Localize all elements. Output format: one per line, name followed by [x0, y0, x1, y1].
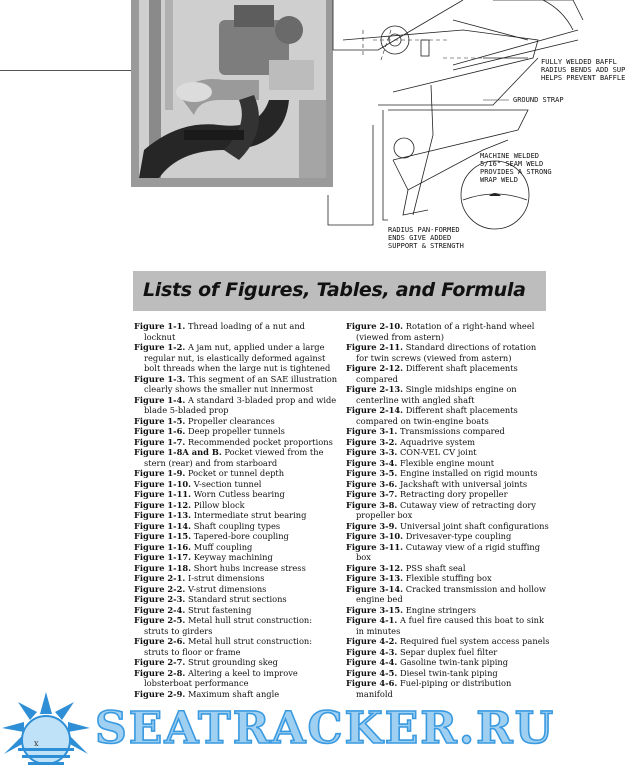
- figure-entry: [346, 500, 550, 521]
- figure-entry: [346, 647, 550, 658]
- figure-entry: [346, 668, 550, 679]
- title-banner: [133, 271, 546, 311]
- figure-entry: [346, 657, 550, 668]
- figure-entry: [134, 563, 338, 574]
- figure-entry: [346, 489, 550, 500]
- figure-caption: Standard strut sections: [187, 594, 287, 604]
- figure-number: Figure 3-15.: [346, 604, 404, 615]
- figure-entry: [134, 689, 338, 700]
- figure-number: Figure 2-10.: [346, 321, 404, 331]
- figure-entry: [134, 447, 338, 468]
- figure-entry: [134, 584, 338, 595]
- figure-number: Figure 3-1.: [346, 426, 398, 436]
- figure-caption: V-section tunnel: [193, 478, 262, 489]
- figure-entry: [134, 668, 338, 689]
- figure-number: Figure 1-10.: [134, 478, 192, 489]
- figure-entry: [134, 416, 338, 427]
- figure-entry: [346, 584, 550, 605]
- figure-number: Figure 3-4.: [346, 457, 398, 468]
- figure-caption: Diesel twin-tank piping: [399, 667, 498, 678]
- figure-caption: Worn Cutless bearing: [193, 489, 285, 499]
- figure-caption: Tapered-bore coupling: [193, 531, 289, 541]
- figure-caption: Transmissions compared: [399, 426, 505, 436]
- figure-number: Figure 1-12.: [134, 499, 192, 510]
- figure-entry: [346, 636, 550, 647]
- figure-number: Figure 4-2.: [346, 636, 398, 646]
- figure-caption: Strut grounding skeg: [187, 657, 278, 667]
- figure-caption: A jam nut, applied under a large regular nut, is elastically deformed against bolt threads when the large nut is tightened: [144, 342, 331, 373]
- figure-number: Figure 2-3.: [134, 594, 186, 604]
- figure-caption: Short hubs increase stress: [193, 562, 306, 573]
- figure-entry: [134, 437, 338, 448]
- figure-number: Figure 1-15.: [134, 531, 192, 541]
- figure-caption: Single midships engine on centerline with angled shaft: [356, 384, 517, 405]
- figure-number: Figure 1-7.: [134, 436, 186, 447]
- figure-caption: Jackshaft with universal joints: [399, 478, 528, 489]
- figure-caption: Cutaway view of retracting dory propeller box: [356, 499, 536, 520]
- figure-entry: [346, 573, 550, 584]
- figure-number: Figure 3-13.: [346, 573, 404, 583]
- figure-number: Figure 4-6.: [346, 678, 398, 688]
- figure-caption: Standard directions of rotation for twin screws (viewed from astern): [356, 342, 537, 363]
- figure-entry: [134, 531, 338, 542]
- figure-caption: Pillow block: [193, 499, 245, 510]
- watermark: SEATRACKER.RU: [95, 703, 556, 754]
- figure-caption: A standard 3-bladed prop and wide blade 5-bladed prop: [144, 394, 337, 415]
- figure-number: Figure 1-3.: [134, 373, 186, 384]
- figure-number: Figure 1-17.: [134, 552, 192, 562]
- figure-caption: CON-VEL CV joint: [399, 447, 477, 457]
- figure-number: Figure 2-7.: [134, 657, 186, 667]
- figure-entry: [346, 363, 550, 384]
- figure-number: Figure 1-2.: [134, 342, 186, 352]
- figure-number: Figure 1-9.: [134, 468, 186, 478]
- figure-number: Figure 1-8A and B.: [134, 447, 222, 457]
- figure-number: Figure 1-1.: [134, 321, 186, 331]
- figure-entry: [134, 657, 338, 668]
- ground-strap-callout: GROUND STRAP: [513, 96, 564, 104]
- figure-caption: V-strut dimensions: [187, 583, 267, 594]
- figure-number: Figure 1-14.: [134, 520, 192, 531]
- figure-entry: [346, 321, 550, 342]
- figure-number: Figure 3-9.: [346, 520, 398, 531]
- figure-entry: [134, 426, 338, 437]
- figure-number: Figure 2-4.: [134, 604, 186, 615]
- figure-number: Figure 3-6.: [346, 478, 398, 489]
- hull-drawing: [333, 0, 625, 262]
- figure-number: Figure 4-4.: [346, 657, 398, 667]
- figure-number: Figure 1-11.: [134, 489, 192, 499]
- figure-caption: Rotation of a right-hand wheel (viewed from astern): [356, 321, 535, 342]
- figure-caption: Drivesaver-type coupling: [405, 531, 512, 541]
- figure-number: Figure 2-6.: [134, 636, 186, 646]
- figure-entry: [134, 594, 338, 605]
- figure-entry: [346, 468, 550, 479]
- figure-caption: Universal joint shaft configurations: [399, 520, 549, 531]
- figure-caption: I-strut dimensions: [187, 573, 265, 583]
- figure-number: Figure 2-5.: [134, 615, 186, 625]
- figure-caption: Muff coupling: [193, 541, 253, 552]
- figure-entry: [134, 342, 338, 374]
- figure-caption: Required fuel system access panels: [399, 636, 550, 646]
- machine-welded-callout: MACHINE WELDED 5/16" SEAM WELD PROVIDES A STRONG WRAP WELD: [480, 152, 552, 184]
- engine-photo: [139, 0, 326, 178]
- figure-number: Figure 2-8.: [134, 667, 186, 678]
- figure-entry: [134, 510, 338, 521]
- figure-number: Figure 1-6.: [134, 426, 186, 436]
- figure-entry: [134, 552, 338, 563]
- figure-entry: [134, 468, 338, 479]
- figure-caption: Shaft coupling types: [193, 520, 281, 531]
- figure-entry: [134, 605, 338, 616]
- figure-caption: Propeller clearances: [187, 415, 275, 426]
- figure-caption: Different shaft placements compared on twin-engine boats: [356, 405, 518, 426]
- figure-entry: [346, 437, 550, 448]
- figure-entry: [134, 374, 338, 395]
- figure-number: Figure 1-16.: [134, 541, 192, 552]
- figure-caption: Strut fastening: [187, 604, 252, 615]
- radius-pan-callout: RADIUS PAN-FORMED ENDS GIVE ADDED SUPPORT & STRENGTH: [388, 226, 464, 250]
- figure-entry: [346, 678, 550, 699]
- figure-caption: Keyway machining: [193, 552, 273, 562]
- figure-caption: Cracked transmission and hollow engine bed: [356, 583, 547, 604]
- figure-number: Figure 3-12.: [346, 562, 404, 573]
- figure-number: Figure 2-11.: [346, 342, 404, 352]
- figure-caption: Engine installed on rigid mounts: [399, 468, 538, 478]
- figure-caption: Altering a keel to improve lobsterboat performance: [144, 667, 298, 688]
- figure-caption: Retracting dory propeller: [399, 489, 508, 499]
- figure-caption: Aquadrive system: [399, 436, 476, 447]
- page-title: Lists of Figures, Tables, and Formula: [143, 279, 526, 301]
- figure-entry: [134, 521, 338, 532]
- baffle-callout: FULLY WELDED BAFFL RADIUS BENDS ADD SUP HELPS PREVENT BAFFLE: [541, 58, 625, 82]
- figure-entry: [346, 563, 550, 574]
- figure-number: Figure 4-3.: [346, 646, 398, 657]
- figure-entry: [134, 636, 338, 657]
- figure-entry: [134, 573, 338, 584]
- figure-entry: [134, 395, 338, 416]
- figure-caption: This segment of an SAE illustration clearly shows the smaller nut innermost: [144, 373, 338, 394]
- figure-number: Figure 2-14.: [346, 405, 404, 415]
- figure-entry: [346, 605, 550, 616]
- figure-entry: [134, 489, 338, 500]
- photo-frame: [131, 0, 333, 187]
- figure-caption: Flexible engine mount: [399, 457, 495, 468]
- figure-entry: [134, 321, 338, 342]
- figure-caption: Maximum shaft angle: [187, 688, 280, 699]
- figure-number: Figure 2-2.: [134, 583, 186, 594]
- figure-caption: Intermediate strut bearing: [193, 510, 307, 520]
- figure-caption: A fuel fire caused this boat to sink in minutes: [356, 615, 544, 636]
- figure-caption: Gasoline twin-tank piping: [399, 657, 509, 667]
- figure-caption: Pocket viewed from the stern (rear) and from starboard: [144, 447, 324, 468]
- figure-caption: Pocket or tunnel depth: [187, 468, 285, 478]
- figure-number: Figure 3-5.: [346, 468, 398, 478]
- figure-number: Figure 2-9.: [134, 688, 186, 699]
- figure-entry: [134, 615, 338, 636]
- page-number: x: [34, 739, 39, 748]
- seatracker-sun-logo: [0, 692, 92, 777]
- figure-caption: PSS shaft seal: [405, 562, 466, 573]
- figure-number: Figure 2-13.: [346, 384, 404, 394]
- figure-caption: Fuel-piping or distribution manifold: [356, 678, 512, 699]
- figure-entry: [346, 447, 550, 458]
- figure-caption: Different shaft placements compared: [356, 363, 518, 384]
- figure-entry: [346, 405, 550, 426]
- figure-entry: [346, 426, 550, 437]
- figure-caption: Separ duplex fuel filter: [399, 646, 498, 657]
- figure-caption: Flexible stuffing box: [405, 573, 492, 583]
- figure-number: Figure 1-5.: [134, 415, 186, 426]
- figure-list-left: [134, 321, 338, 699]
- figure-caption: Cutaway view of a rigid stuffing box: [356, 541, 541, 562]
- figure-number: Figure 3-10.: [346, 531, 404, 541]
- figure-caption: Metal hull strut construction: struts to girders: [144, 615, 313, 636]
- figure-number: Figure 3-7.: [346, 489, 398, 499]
- figure-entry: [134, 500, 338, 511]
- figure-number: Figure 1-13.: [134, 510, 192, 520]
- figure-entry: [134, 479, 338, 490]
- figure-caption: Recommended pocket proportions: [187, 436, 333, 447]
- figure-number: Figure 3-8.: [346, 499, 398, 510]
- header-rule: [0, 70, 131, 71]
- figure-entry: [346, 542, 550, 563]
- figure-number: Figure 2-12.: [346, 363, 404, 373]
- figure-entry: [346, 479, 550, 490]
- figure-number: Figure 1-4.: [134, 394, 186, 405]
- figure-number: Figure 1-18.: [134, 562, 192, 573]
- figure-number: Figure 4-5.: [346, 667, 398, 678]
- figure-number: Figure 3-11.: [346, 541, 404, 552]
- figure-number: Figure 2-1.: [134, 573, 186, 583]
- figure-entry: [346, 384, 550, 405]
- figure-caption: Metal hull strut construction: struts to floor or frame: [144, 636, 313, 657]
- figure-list-right: [346, 321, 550, 699]
- figure-caption: Deep propeller tunnels: [187, 426, 285, 436]
- figure-number: Figure 3-3.: [346, 447, 398, 457]
- figure-caption: Thread loading of a nut and locknut: [144, 321, 305, 342]
- figure-entry: [134, 542, 338, 553]
- figure-number: Figure 3-2.: [346, 436, 398, 447]
- figure-number: Figure 4-1.: [346, 615, 398, 625]
- figure-entry: [346, 342, 550, 363]
- figure-entry: [346, 458, 550, 469]
- figure-number: Figure 3-14.: [346, 583, 404, 594]
- figure-entry: [346, 521, 550, 532]
- figure-entry: [346, 615, 550, 636]
- figure-entry: [346, 531, 550, 542]
- figure-caption: Engine stringers: [405, 604, 476, 615]
